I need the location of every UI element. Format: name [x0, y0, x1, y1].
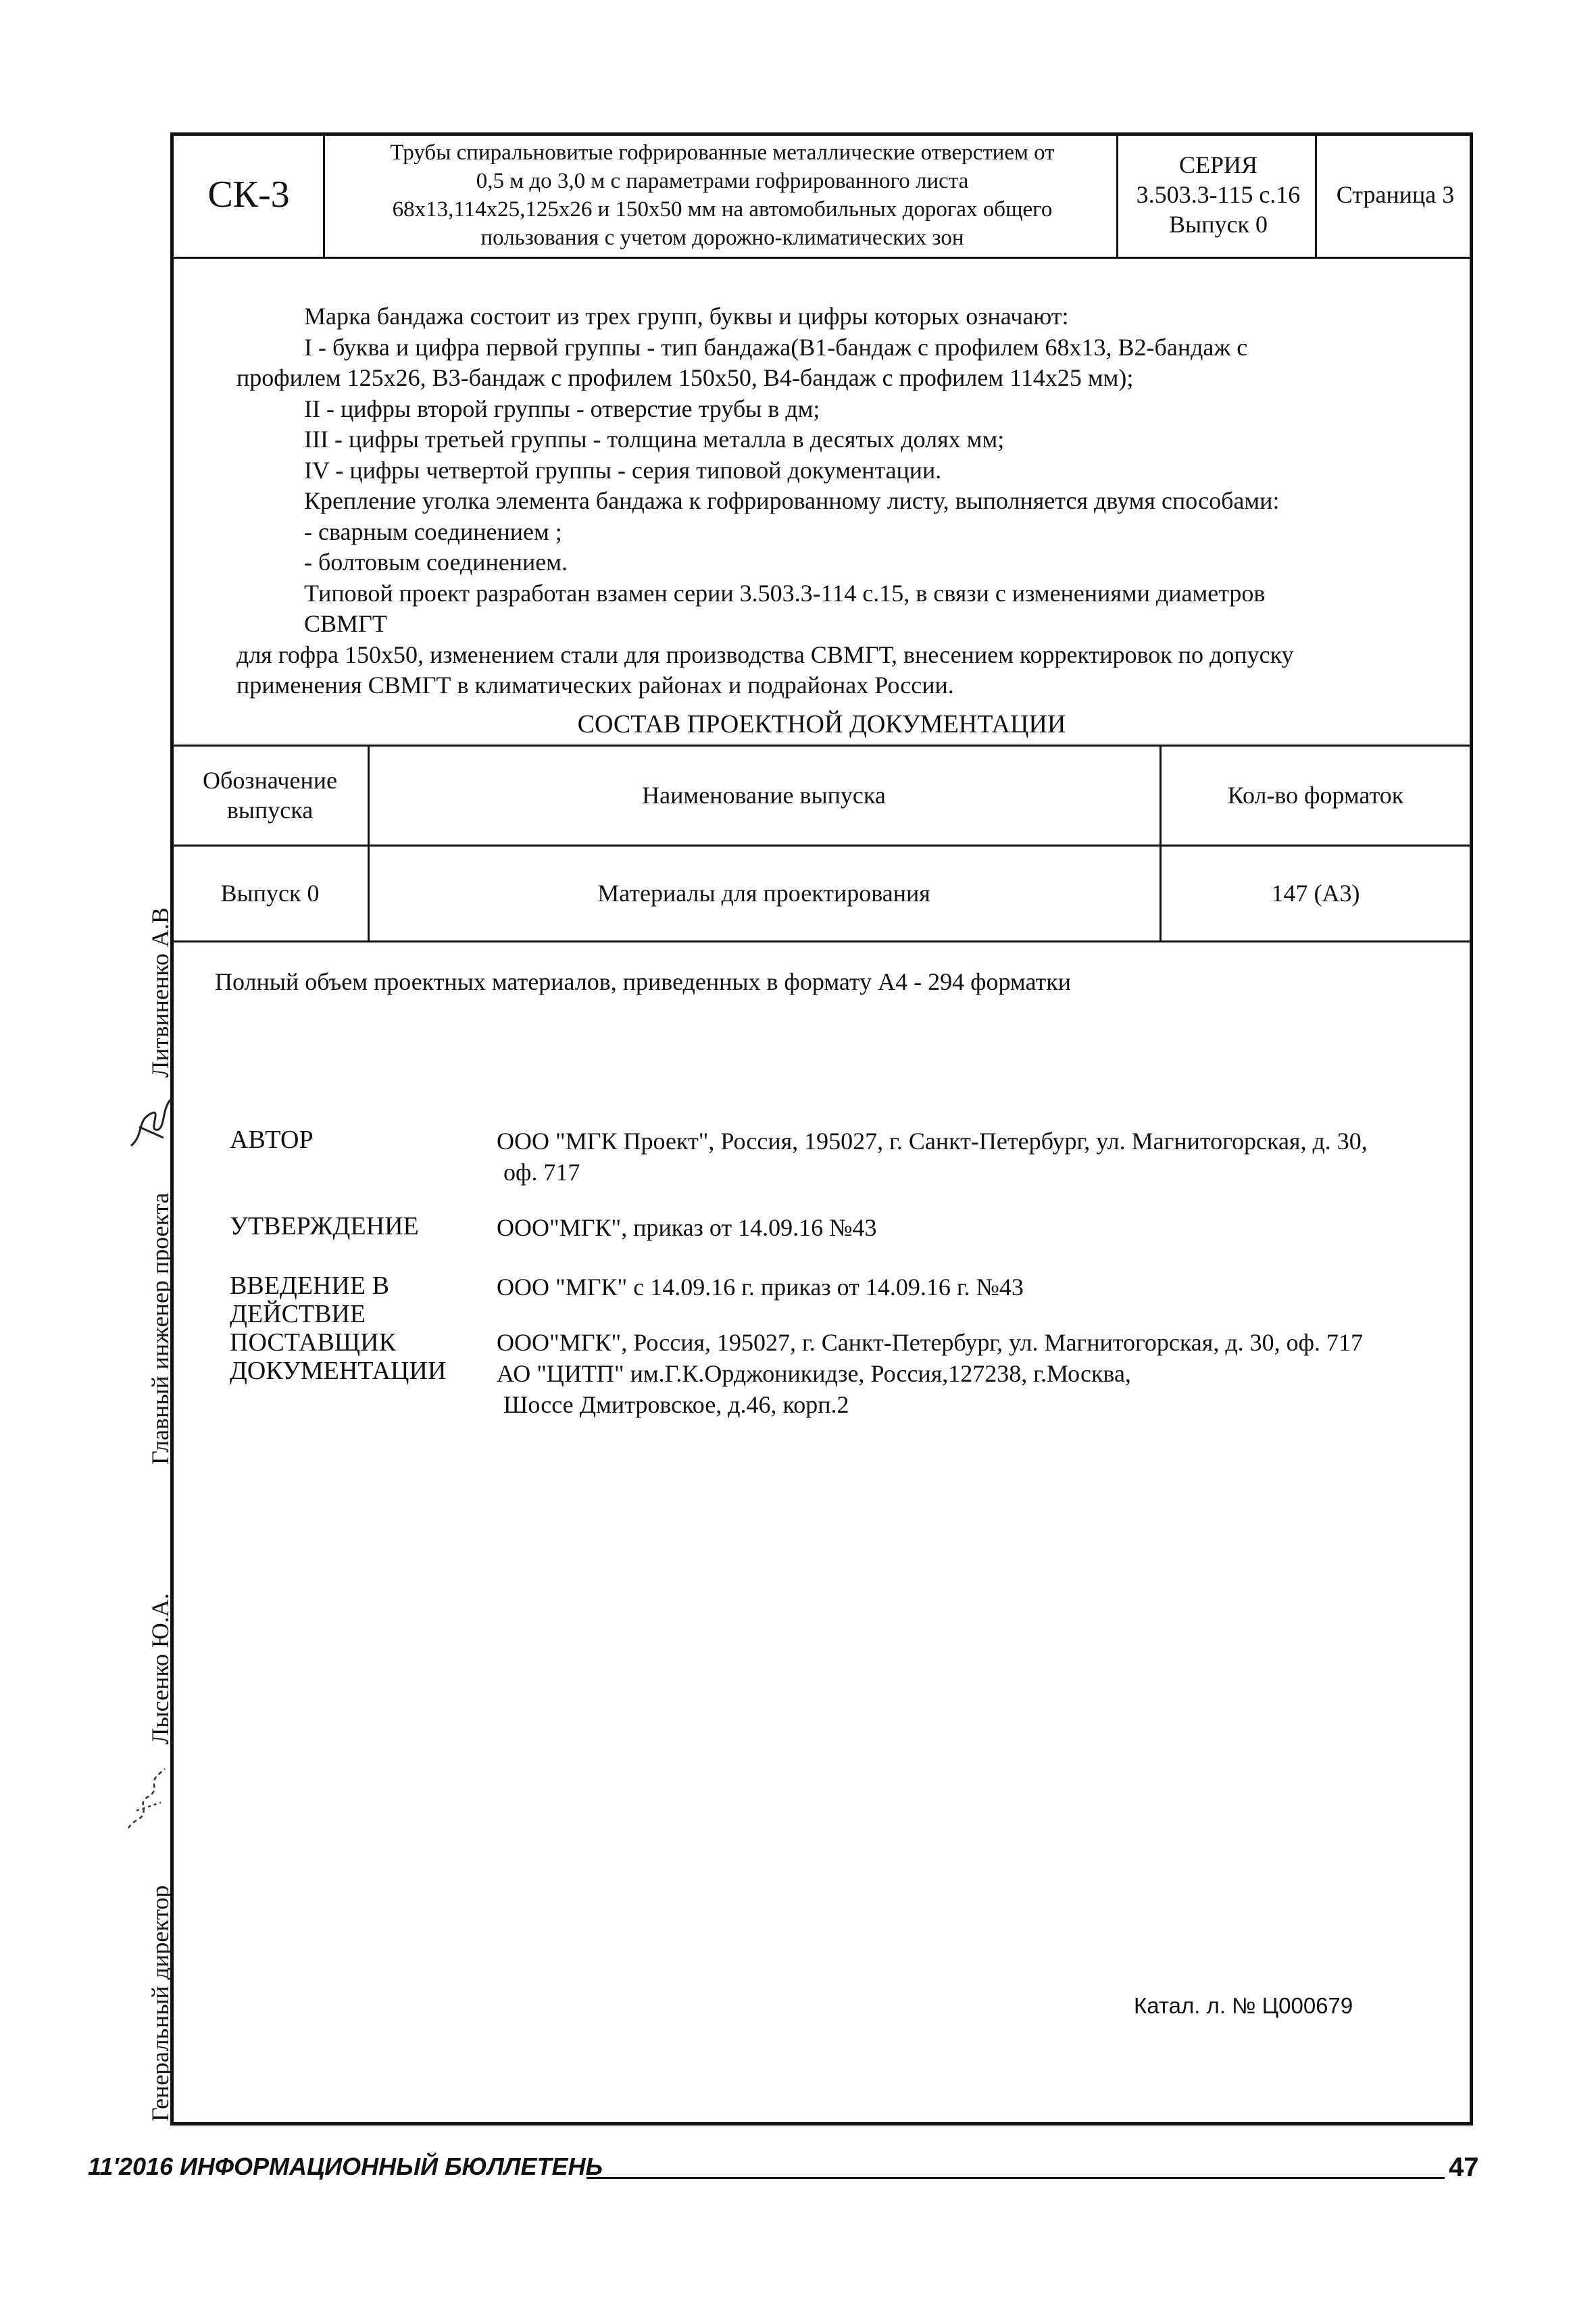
- table-cell: Выпуск 0: [220, 879, 320, 907]
- author-label: АВТОР: [230, 1126, 314, 1154]
- supplier-label-line: ДОКУМЕНТАЦИИ: [230, 1357, 447, 1385]
- supplier-value: [497, 1327, 1363, 1420]
- signature-mark: [124, 1093, 178, 1154]
- supplier-label-line: ПОСТАВЩИК: [230, 1328, 396, 1357]
- approval-label: УТВЕРЖДЕНИЕ: [230, 1212, 419, 1240]
- table-header-cell: Обозначение выпуска: [203, 766, 337, 824]
- header-divider: [323, 132, 325, 258]
- document-code: СК-3: [207, 173, 290, 216]
- page-label: Страница 3: [1336, 180, 1455, 208]
- paragraph: Марка бандажа состоит из трех групп, буквы и цифры которых означают:: [304, 303, 1069, 330]
- chief-engineer-name: Литвиненко А.В: [147, 907, 174, 1078]
- supplier-value-line: Шоссе Дмитровское, д.46, корп.2: [503, 1391, 849, 1418]
- full-volume-note: Полный объем проектных материалов, приведенных в формату А4 - 294 форматки: [215, 968, 1071, 995]
- bulletin-title: 11'2016 ИНФОРМАЦИОННЫЙ БЮЛЛЕТЕНЬ: [88, 2153, 603, 2180]
- introduction-label-line: ДЕЙСТВИЕ: [230, 1300, 366, 1328]
- table-divider: [170, 940, 1473, 942]
- paragraph: - сварным соединением ;: [304, 518, 562, 545]
- table-header-cell: Наименование выпуска: [642, 781, 886, 809]
- paragraph: I - буква и цифра первой группы - тип бандажа(В1-бандаж с профилем 68х13, В2-бандаж с: [304, 333, 1248, 361]
- author-value-line: оф. 717: [503, 1159, 580, 1186]
- introduction-value: ООО "МГК" с 14.09.16 г. приказ от 14.09.16 г. №43: [497, 1274, 1024, 1301]
- page-number: 47: [1449, 2153, 1479, 2182]
- paragraph: IV - цифры четвертой группы - серия типовой документации.: [304, 456, 942, 484]
- director-role: Генеральный директор: [147, 1885, 174, 2121]
- supplier-value-line: АО "ЦИТП" им.Г.К.Орджоникидзе, Россия,127238, г.Москва,: [497, 1360, 1131, 1387]
- series-label: СЕРИЯ: [1178, 151, 1258, 178]
- introduction-label: [230, 1272, 389, 1328]
- description-text: [236, 301, 1345, 701]
- table-cell: 147 (А3): [1271, 879, 1360, 907]
- paragraph: профилем 125х26, В3-бандаж с профилем 150х50, В4-бандаж с профилем 114х25 мм);: [236, 364, 1134, 391]
- paragraph: применения СВМГТ в климатических районах и подрайонах России.: [236, 672, 954, 699]
- author-value: [497, 1126, 1368, 1188]
- supplier-value-line: ООО"МГК", Россия, 195027, г. Санкт-Петербург, ул. Магнитогорская, д. 30, оф. 717: [497, 1329, 1363, 1356]
- title-line: 68х13,114х25,125х26 и 150х50 мм на автомобильных дорогах общего: [392, 197, 1053, 222]
- approval-value: ООО"МГК", приказ от 14.09.16 №43: [497, 1214, 877, 1241]
- introduction-label-line: ВВЕДЕНИЕ В: [230, 1272, 389, 1300]
- author-value-line: ООО "МГК Проект", Россия, 195027, г. Санкт-Петербург, ул. Магнитогорская, д. 30,: [497, 1128, 1368, 1155]
- title-line: 0,5 м до 3,0 м с параметрами гофрированного листа: [476, 169, 969, 193]
- title-line: пользования с учетом дорожно-климатических зон: [480, 226, 964, 250]
- paragraph: II - цифры второй группы - отверстие трубы в дм;: [304, 395, 820, 422]
- document-title: [327, 139, 1118, 252]
- paragraph: для гофра 150х50, изменением стали для производства СВМГТ, внесением корректировок по допуску: [236, 640, 1294, 668]
- series-number: 3.503.3-115 с.16: [1136, 181, 1301, 208]
- series-block: [1120, 150, 1316, 239]
- title-line: Трубы спиральновитые гофрированные металлические отверстием от: [390, 141, 1055, 165]
- chief-engineer-role: Главный инженер проекта: [147, 1192, 174, 1465]
- paragraph: Крепление уголка элемента бандажа к гофрированному листу, выполняется двумя способами:: [304, 487, 1280, 514]
- paragraph: III - цифры третьей группы - толщина металла в десятых долях мм;: [304, 426, 1005, 453]
- header-divider: [170, 257, 1473, 259]
- paragraph: - болтовым соединением.: [304, 549, 568, 576]
- composition-title: СОСТАВ ПРОЕКТНОЙ ДОКУМЕНТАЦИИ: [577, 710, 1066, 738]
- director-name: Лысенко Ю.А.: [147, 1593, 174, 1744]
- table-cell: Материалы для проектирования: [597, 879, 930, 907]
- paragraph: Типовой проект разработан взамен серии 3.503.3-114 с.15, в связи с изменениями диаметров СВМГТ: [304, 579, 1266, 637]
- catalog-number: Катал. л. № Ц000679: [1134, 1993, 1353, 2018]
- issue-label: Выпуск 0: [1169, 211, 1268, 238]
- supplier-label: [230, 1328, 446, 1385]
- table-header-cell: Кол-во форматок: [1227, 781, 1404, 809]
- signature-mark: [116, 1763, 177, 1838]
- footer-rule: [587, 2177, 1445, 2179]
